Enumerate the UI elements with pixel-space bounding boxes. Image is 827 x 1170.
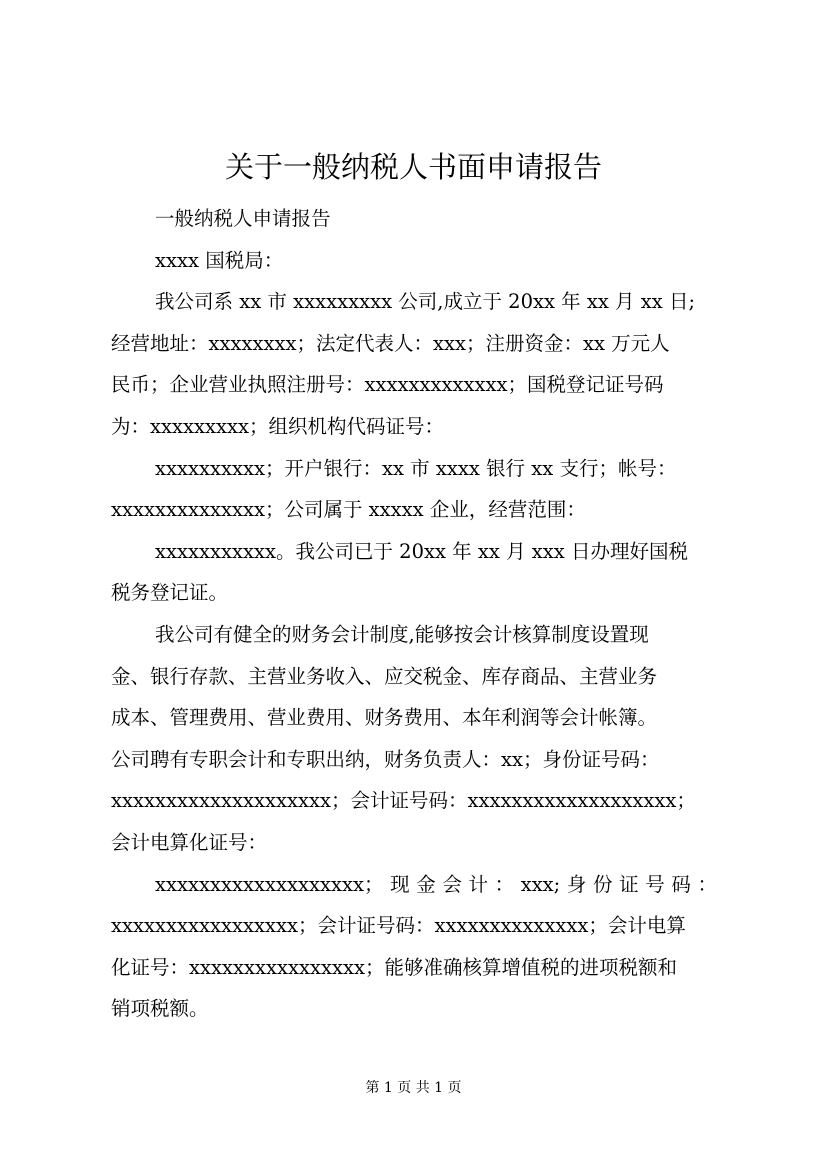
paragraph-line: 金、银行存款、主营业务收入、应交税金、库存商品、主营业务 xyxy=(111,664,658,688)
paragraph-line: 我公司系 xx 市 xxxxxxxxx 公司,成立于 20xx 年 xx 月 xx 日; xyxy=(155,290,696,314)
subtitle-line: 一般纳税人申请报告 xyxy=(155,207,331,230)
paragraph-line: 会计电算化证号： xyxy=(111,830,268,854)
paragraph-line: xxxxxxxxxxxxxxxxxxxx；会计证号码：xxxxxxxxxxxxxxxxxxx； xyxy=(111,789,696,813)
paragraph-line: xxxxxxxxxxxxxxxxx；会计证号码：xxxxxxxxxxxxxx；会计电算 xyxy=(111,914,686,938)
paragraph-line: 化证号：xxxxxxxxxxxxxxxx；能够准确核算增值税的进项税额和 xyxy=(111,955,677,979)
paragraph-line: 税务登记证。 xyxy=(111,581,229,605)
paragraph-line: xxxxxxxxxxxxxxxxxxx；现金会计：xxx;身份证号码： xyxy=(155,872,717,896)
paragraph-line: 成本、管理费用、营业费用、财务费用、本年利润等会计帐簿。 xyxy=(111,706,658,730)
page-number-footer: 第 1 页 共 1 页 xyxy=(365,1080,462,1096)
paragraph-line: 销项税额。 xyxy=(111,997,209,1021)
paragraph-line: xxxxxxxxxx；开户银行：xx 市 xxxx 银行 xx 支行；帐号： xyxy=(155,456,677,480)
paragraph-line: 民币；企业营业执照注册号：xxxxxxxxxxxxx；国税登记证号码 xyxy=(111,373,664,397)
paragraph-line: 公司聘有专职会计和专职出纳，财务负责人：xx；身份证号码： xyxy=(111,747,660,771)
document-body xyxy=(111,198,717,1030)
paragraph-line: 经营地址：xxxxxxxx；法定代表人：xxx；注册资金：xx 万元人 xyxy=(111,331,670,355)
paragraph-line: xxxxxxxxxxxxxx；公司属于 xxxxx 企业，经营范围： xyxy=(111,498,586,522)
document-title: 关于一般纳税人书面申请报告 xyxy=(224,150,602,184)
paragraph-line: xxxxxxxxxxx。我公司已于 20xx 年 xx 月 xxx 日办理好国税 xyxy=(155,539,688,563)
paragraph-line: 为：xxxxxxxxx；组织机构代码证号： xyxy=(111,414,444,438)
salutation-line: xxxx 国税局： xyxy=(155,248,284,272)
paragraph-line: 我公司有健全的财务会计制度,能够按会计核算制度设置现 xyxy=(155,622,649,646)
